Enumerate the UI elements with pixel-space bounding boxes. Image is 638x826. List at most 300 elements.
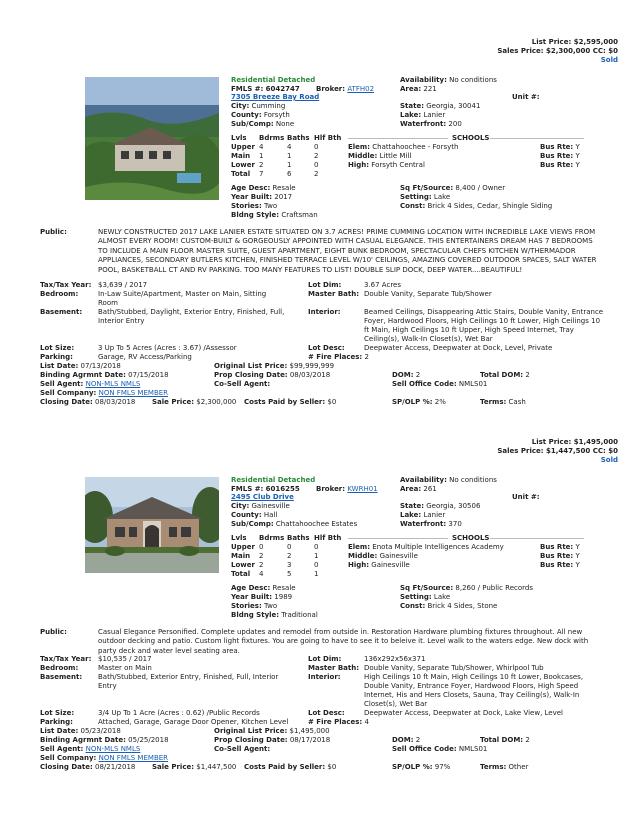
parking-row: [40, 718, 289, 727]
binding-row: [40, 736, 169, 745]
level-baths: 5: [287, 570, 292, 578]
origprice-label: Original List Price:: [214, 727, 288, 735]
school-elem: [348, 143, 458, 152]
totaldom-row: [480, 736, 530, 745]
lotdim-value: 136x292x56x371: [364, 655, 426, 663]
cc-value: $0: [608, 447, 618, 455]
costs-label: Costs Paid by Seller:: [244, 398, 326, 406]
bus-route-label: Bus Rte:: [540, 561, 574, 569]
school-elem-bus: [540, 543, 580, 552]
list-price-label: List Price:: [531, 38, 572, 46]
stories-value: Two: [264, 202, 278, 210]
lotsize-row: [40, 344, 237, 353]
school-elem-bus: [540, 143, 580, 152]
bus-route-value: Y: [575, 552, 580, 560]
availability-value: No conditions: [449, 76, 497, 84]
bus-route-value: Y: [575, 143, 580, 151]
broker-row: [316, 485, 378, 494]
level-name: Total: [231, 170, 251, 178]
broker-label: Broker:: [316, 85, 346, 93]
fmls-number: 6042747: [265, 85, 300, 93]
binding-label: Binding Agrmnt Date:: [40, 371, 126, 379]
city-value: Cumming: [251, 102, 286, 110]
list-price: [532, 438, 618, 447]
dom-row: [392, 736, 420, 745]
schools-rule-right: [490, 538, 584, 539]
splp-label: SP/OLP %:: [392, 763, 433, 771]
city-row: [231, 102, 285, 111]
totaldom-label: Total DOM:: [480, 736, 524, 744]
propclose-label: Prop Closing Date:: [214, 736, 288, 744]
public-label: Public:: [40, 228, 67, 236]
style-value: Craftsman: [281, 211, 318, 219]
selloffice-value: NMLS01: [458, 745, 488, 753]
lvls-header: Lvls: [231, 534, 247, 542]
county-label: County:: [231, 511, 262, 519]
level-baths: 1: [287, 152, 292, 160]
sellco-row: [40, 389, 168, 398]
tax-label: Tax/Tax Year:: [40, 655, 92, 663]
sellagent-link[interactable]: NON-MLS NMLS: [85, 380, 141, 388]
const-row: [400, 202, 552, 211]
subcomp-value: Chattahoochee Estates: [275, 520, 358, 528]
tax-value: $10,535 / 2017: [98, 655, 152, 663]
sqft-row: [400, 184, 505, 193]
stories-label: Stories:: [231, 602, 262, 610]
saleprice-label: Sale Price:: [152, 398, 195, 406]
lotdim-row: [308, 281, 402, 290]
fireplaces-value: 4: [364, 718, 369, 726]
listdate-row: [40, 727, 121, 736]
unit-label: Unit #:: [512, 93, 540, 101]
fmls-number: 6016255: [265, 485, 300, 493]
level-name: Main: [231, 552, 251, 560]
year-value: 2017: [274, 193, 293, 201]
lotdesc-label: Lot Desc:: [308, 344, 345, 352]
bdrms-header: Bdrms: [259, 534, 285, 542]
fireplaces-label: # Fire Places:: [308, 718, 363, 726]
bus-route-label: Bus Rte:: [540, 543, 574, 551]
city-value: Gainesville: [251, 502, 290, 510]
waterfront-row: [400, 120, 462, 129]
county-value: Forsyth: [263, 111, 290, 119]
style-row: [231, 611, 318, 620]
public-label: Public:: [40, 628, 67, 636]
saleprice-row: [152, 763, 236, 772]
area-value: 261: [423, 485, 437, 493]
sellco-label: Sell Company:: [40, 389, 97, 397]
subcomp-label: Sub/Comp:: [231, 120, 274, 128]
propclose-row: [214, 371, 330, 380]
bedroom-value: In-Law Suite/Apartment, Master on Main, Sitting Room: [98, 290, 267, 307]
origprice-label: Original List Price:: [214, 362, 288, 370]
parking-label: Parking:: [40, 353, 73, 361]
list-price-label: List Price:: [531, 438, 572, 446]
sales-price-value: $2,300,000: [546, 47, 591, 55]
style-value: Traditional: [281, 611, 318, 619]
sqft-label: Sq Ft/Source:: [400, 584, 454, 592]
school-level-label: Elem:: [348, 143, 371, 151]
costs-label: Costs Paid by Seller:: [244, 763, 326, 771]
lotdesc-value: Deepwater Access, Deepwater at Dock, Lake View, Level: [364, 709, 563, 717]
level-half-baths: 1: [314, 570, 319, 578]
county-label: County:: [231, 111, 262, 119]
selloffice-value: NMLS01: [458, 380, 488, 388]
schools-title: SCHOOLS: [452, 534, 490, 542]
totaldom-label: Total DOM:: [480, 371, 524, 379]
const-value: Brick 4 Sides, Cedar, Shingle Siding: [427, 202, 553, 210]
origprice-row: [214, 362, 334, 371]
subcomp-row: [231, 520, 357, 529]
availability-row: [400, 476, 497, 485]
setting-row: [400, 193, 450, 202]
availability-row: [400, 76, 497, 85]
broker-row: [316, 85, 374, 94]
coagent-label: Co-Sell Agent:: [214, 745, 271, 753]
const-value: Brick 4 Sides, Stone: [427, 602, 498, 610]
level-bdrms: 2: [259, 552, 264, 560]
schools-rule-right: [490, 138, 584, 139]
origprice-row: [214, 727, 330, 736]
masterbath-value: Double Vanity, Separate Tub/Shower: [364, 290, 492, 298]
lotdim-row: [308, 655, 426, 664]
level-half-baths: 1: [314, 552, 319, 560]
level-bdrms: 2: [259, 561, 264, 569]
lake-label: Lake:: [400, 111, 422, 119]
schools-title: SCHOOLS: [452, 134, 490, 142]
lotdesc-row: [308, 344, 553, 353]
basement-label: Basement:: [40, 308, 83, 316]
bedroom-label: Bedroom:: [40, 290, 79, 298]
listdate-row: [40, 362, 121, 371]
interior-value: High Ceilings 10 ft Main, High Ceilings 10 ft Lower, Bookcases, Double Vanity, Entrance Foyer, Hardwood Floors, High Speed Internet, His and Hers Closets, Sauna, Tray Ceiling(s), Walk-In Closet(s), Wet Bar: [364, 673, 584, 708]
dom-label: DOM:: [392, 736, 414, 744]
hlf-bath-header: Hlf Bth: [314, 534, 342, 542]
level-name: Total: [231, 570, 251, 578]
closing-row: [40, 763, 135, 772]
level-name: Main: [231, 152, 251, 160]
masterbath-label: Master Bath:: [308, 290, 360, 298]
level-bdrms: 4: [259, 570, 264, 578]
lake-value: Lanier: [423, 511, 446, 519]
schools-rule-left: [348, 138, 448, 139]
waterfront-value: 370: [448, 520, 462, 528]
sqft-row: [400, 584, 533, 593]
interior-label: Interior:: [308, 308, 341, 316]
lake-row: [400, 111, 445, 120]
totaldom-row: [480, 371, 530, 380]
origprice-value: $99,999,999: [289, 362, 335, 370]
basement-label: Basement:: [40, 673, 83, 681]
masterbath-label: Master Bath:: [308, 664, 360, 672]
sales-price-value: $1,447,500: [546, 447, 591, 455]
county-row: [231, 511, 277, 520]
broker-label: Broker:: [316, 485, 346, 493]
bus-route-value: Y: [575, 152, 580, 160]
bus-route-label: Bus Rte:: [540, 143, 574, 151]
saleprice-row: [152, 398, 236, 407]
cc-label: CC:: [592, 447, 606, 455]
costs-value: $0: [327, 763, 337, 771]
level-half-baths: 0: [314, 161, 319, 169]
dom-value: 2: [415, 736, 421, 744]
propclose-value: 08/17/2018: [289, 736, 331, 744]
setting-value: Lake: [433, 593, 451, 601]
age-row: [231, 184, 296, 193]
hlf-bath-header: Hlf Bth: [314, 134, 342, 142]
availability-value: No conditions: [449, 476, 497, 484]
subcomp-row: [231, 120, 294, 129]
sellagent-link[interactable]: NON-MLS NMLS: [85, 745, 141, 753]
state-value: Georgia, 30506: [426, 502, 481, 510]
school-level-label: Middle:: [348, 152, 378, 160]
school-high: [348, 161, 425, 170]
level-baths: 3: [287, 561, 292, 569]
lake-value: Lanier: [423, 111, 446, 119]
school-high-bus: [540, 561, 580, 570]
property-type: Residential Detached: [231, 76, 316, 84]
bus-route-value: Y: [575, 161, 580, 169]
fireplaces-row: [308, 718, 369, 727]
tax-row: [40, 655, 152, 664]
propclose-value: 08/03/2018: [289, 371, 331, 379]
property-photo[interactable]: [85, 77, 219, 200]
level-bdrms: 4: [259, 143, 264, 151]
closing-label: Closing Date:: [40, 763, 93, 771]
public-remarks: Casual Elegance Personified. Complete updates and remodel from outside in. Restoration Hardware plumbing fixtures throughout. All new outdoor decking and patio. Custom light fixtures. You are going to have to see it to beleive it. Level walk to the waters edge. New dock with party deck and water level seating area.: [98, 628, 589, 655]
level-half-baths: 0: [314, 143, 319, 151]
level-baths: 1: [287, 161, 292, 169]
setting-row: [400, 593, 450, 602]
sqft-value: 8,400 / Owner: [455, 184, 506, 192]
school-middle-bus: [540, 152, 580, 161]
list-price-value: $2,595,000: [573, 38, 618, 46]
school-level-label: Elem:: [348, 543, 371, 551]
setting-label: Setting:: [400, 193, 432, 201]
lvls-header: Lvls: [231, 134, 247, 142]
sqft-label: Sq Ft/Source:: [400, 184, 454, 192]
city-label: City:: [231, 502, 250, 510]
level-bdrms: 7: [259, 170, 264, 178]
tax-row: [40, 281, 148, 290]
sales-price-label: Sales Price:: [497, 47, 544, 55]
stories-row: [231, 602, 277, 611]
parking-value: Attached, Garage, Garage Door Opener, Kitchen Level: [98, 718, 289, 726]
costs-row: [244, 763, 336, 772]
sellagent-row: [40, 380, 140, 389]
address-link[interactable]: 7305 Breeze Bay Road: [231, 93, 320, 101]
basement-value: Bath/Stubbed, Exterior Entry, Finished, Full, Interior Entry: [98, 673, 279, 690]
lotsize-value: 3 Up To 5 Acres (Acres : 3.67) /Assessor: [98, 344, 237, 352]
propclose-label: Prop Closing Date:: [214, 371, 288, 379]
waterfront-row: [400, 520, 462, 529]
brick-house-photo-icon: [85, 477, 219, 573]
baths-header: Baths: [287, 134, 310, 142]
listdate-label: List Date:: [40, 727, 79, 735]
tax-value: $3,639 / 2017: [98, 281, 148, 289]
propclose-row: [214, 736, 330, 745]
level-baths: 2: [287, 552, 292, 560]
broker-link[interactable]: KWRH01: [347, 485, 378, 493]
bus-route-label: Bus Rte:: [540, 161, 574, 169]
splp-label: SP/OLP %:: [392, 398, 433, 406]
sellco-link[interactable]: NON FMLS MEMBER: [98, 389, 169, 397]
year-label: Year Built:: [231, 593, 273, 601]
status-badge: Sold: [600, 456, 618, 464]
splp-row: [392, 398, 446, 407]
stories-label: Stories:: [231, 202, 262, 210]
broker-link[interactable]: ATFH02: [347, 85, 375, 93]
state-row: [400, 502, 480, 511]
state-row: [400, 102, 480, 111]
school-name: Chattahoochee - Forsyth: [372, 143, 459, 151]
property-photo[interactable]: [85, 477, 219, 573]
saleprice-label: Sale Price:: [152, 763, 195, 771]
state-label: State:: [400, 102, 425, 110]
lotsize-label: Lot Size:: [40, 709, 75, 717]
totaldom-value: 2: [525, 371, 530, 379]
dom-label: DOM:: [392, 371, 414, 379]
age-row: [231, 584, 296, 593]
level-baths: 0: [287, 543, 292, 551]
lotsize-row: [40, 709, 260, 718]
public-remarks: NEWLY CONSTRUCTED 2017 LAKE LANIER ESTATE SITUATED ON 3.7 ACRES! PRIME CUMMING LOCATION WITH INCREDIBLE LAKE VIEWS FROM ALMOST EVERY ROOM! CUSTOM-BUILT & GORGEOUSLY APPOINTED WITH CASUAL ELEGANCE. THIS ENTERTAINERS DREAM HAS 7 BEDROOMS TO INCLUDE A MAIN FLOOR MASTER SUITE, GUEST APARTMENT, EIGHT BUNK BEDROOM, SPECTACULAR CHEFS KITCHEN W/THERMADOR APPLIANCES, SECONDARY BUTLERS KITCHEN, FINISHED TERRACE LEVEL W/10' CEILINGS, AMAZING COVERED OUTDOOR SPACES, SALT WATER POOL, BASKETBALL CT AND RV PARKING. TOO MANY FEATURES TO LIST! DOUBLE SLIP DOCK, DEEP WATER....BEAUTIFUL!: [98, 228, 597, 274]
school-level-label: High:: [348, 561, 370, 569]
level-baths: 4: [287, 143, 292, 151]
status-badge: Sold: [600, 56, 618, 64]
sellco-label: Sell Company:: [40, 754, 97, 762]
availability-label: Availability:: [400, 76, 447, 84]
lotsize-value: 3/4 Up To 1 Acre (Acres : 0.62) /Public Records: [98, 709, 260, 717]
style-label: Bldng Style:: [231, 211, 280, 219]
lotdesc-row: [308, 709, 563, 718]
level-name: Lower: [231, 561, 255, 569]
area-value: 221: [423, 85, 437, 93]
school-name: Forsyth Central: [371, 161, 425, 169]
fmls-label: FMLS #:: [231, 85, 264, 93]
age-value: Resale: [272, 584, 296, 592]
costs-row: [244, 398, 336, 407]
waterfront-value: 200: [448, 120, 462, 128]
parking-label: Parking:: [40, 718, 73, 726]
terms-label: Terms:: [480, 398, 507, 406]
bus-route-value: Y: [575, 543, 580, 551]
origprice-value: $1,495,000: [289, 727, 330, 735]
year-value: 1989: [274, 593, 293, 601]
terms-value: Other: [508, 763, 529, 771]
county-row: [231, 111, 290, 120]
lotdesc-label: Lot Desc:: [308, 709, 345, 717]
binding-row: [40, 371, 169, 380]
subcomp-value: None: [275, 120, 295, 128]
dom-value: 2: [415, 371, 421, 379]
stories-row: [231, 202, 277, 211]
unit-label: Unit #:: [512, 493, 540, 501]
level-half-baths: 2: [314, 152, 319, 160]
availability-label: Availability:: [400, 476, 447, 484]
closing-row: [40, 398, 135, 407]
city-row: [231, 502, 290, 511]
splp-value: 2%: [434, 398, 446, 406]
year-label: Year Built:: [231, 193, 273, 201]
waterfront-label: Waterfront:: [400, 520, 447, 528]
lotdim-label: Lot Dim:: [308, 655, 342, 663]
listdate-label: List Date:: [40, 362, 79, 370]
closing-label: Closing Date:: [40, 398, 93, 406]
parking-value: Garage, RV Access/Parking: [98, 353, 192, 361]
sellagent-label: Sell Agent:: [40, 745, 84, 753]
list-price-value: $1,495,000: [573, 438, 618, 446]
level-half-baths: 2: [314, 170, 319, 178]
school-high: [348, 561, 410, 570]
level-name: Lower: [231, 161, 255, 169]
level-bdrms: 1: [259, 152, 264, 160]
subcomp-label: Sub/Comp:: [231, 520, 274, 528]
terms-row: [480, 763, 528, 772]
level-bdrms: 0: [259, 543, 264, 551]
setting-label: Setting:: [400, 593, 432, 601]
closing-value: 08/03/2018: [95, 398, 136, 406]
sqft-value: 8,260 / Public Records: [455, 584, 534, 592]
listdate-value: 05/23/2018: [80, 727, 121, 735]
fmls-label: FMLS #:: [231, 485, 264, 493]
sellco-link[interactable]: NON FMLS MEMBER: [98, 754, 169, 762]
age-label: Age Desc:: [231, 184, 271, 192]
year-row: [231, 193, 292, 202]
sales-price: [497, 47, 618, 56]
parking-row: [40, 353, 192, 362]
lake-house-photo-icon: [85, 77, 219, 200]
totaldom-value: 2: [525, 736, 530, 744]
state-label: State:: [400, 502, 425, 510]
level-baths: 6: [287, 170, 292, 178]
school-level-label: High:: [348, 161, 370, 169]
binding-label: Binding Agrmnt Date:: [40, 736, 126, 744]
selloffice-label: Sell Office Code:: [392, 745, 457, 753]
costs-value: $0: [327, 398, 337, 406]
stories-value: Two: [264, 602, 278, 610]
lotdesc-value: Deepwater Access, Deepwater at Dock, Level, Private: [364, 344, 553, 352]
level-bdrms: 2: [259, 161, 264, 169]
bdrms-header: Bdrms: [259, 134, 285, 142]
coagent-label: Co-Sell Agent:: [214, 380, 271, 388]
binding-value: 05/25/2018: [128, 736, 169, 744]
bus-route-label: Bus Rte:: [540, 552, 574, 560]
tax-label: Tax/Tax Year:: [40, 281, 92, 289]
interior-label: Interior:: [308, 673, 341, 681]
listdate-value: 07/13/2018: [80, 362, 121, 370]
lotdim-label: Lot Dim:: [308, 281, 342, 289]
const-row: [400, 602, 497, 611]
interior-value: Beamed Ceilings, Disappearing Attic Stairs, Double Vanity, Entrance Foyer, Hardwood Floors, High Ceilings 10 ft Lower, High Ceilings 10 ft Main, High Ceilings 10 ft Upper, High Speed Internet, Tray Ceiling(s), Walk-In Closet(s), Wet Bar: [364, 308, 604, 343]
saleprice-value: $2,300,000: [196, 398, 237, 406]
bus-route-value: Y: [575, 561, 580, 569]
bedroom-label: Bedroom:: [40, 664, 79, 672]
fireplaces-value: 2: [364, 353, 369, 361]
address-link[interactable]: 2495 Club Drive: [231, 493, 294, 501]
year-row: [231, 593, 292, 602]
cc-value: $0: [608, 47, 618, 55]
selloffice-label: Sell Office Code:: [392, 380, 457, 388]
sellco-row: [40, 754, 168, 763]
area-row: [400, 485, 437, 494]
age-value: Resale: [272, 184, 296, 192]
area-label: Area:: [400, 485, 422, 493]
list-price: [532, 38, 618, 47]
terms-row: [480, 398, 526, 407]
school-high-bus: [540, 161, 580, 170]
age-label: Age Desc:: [231, 584, 271, 592]
